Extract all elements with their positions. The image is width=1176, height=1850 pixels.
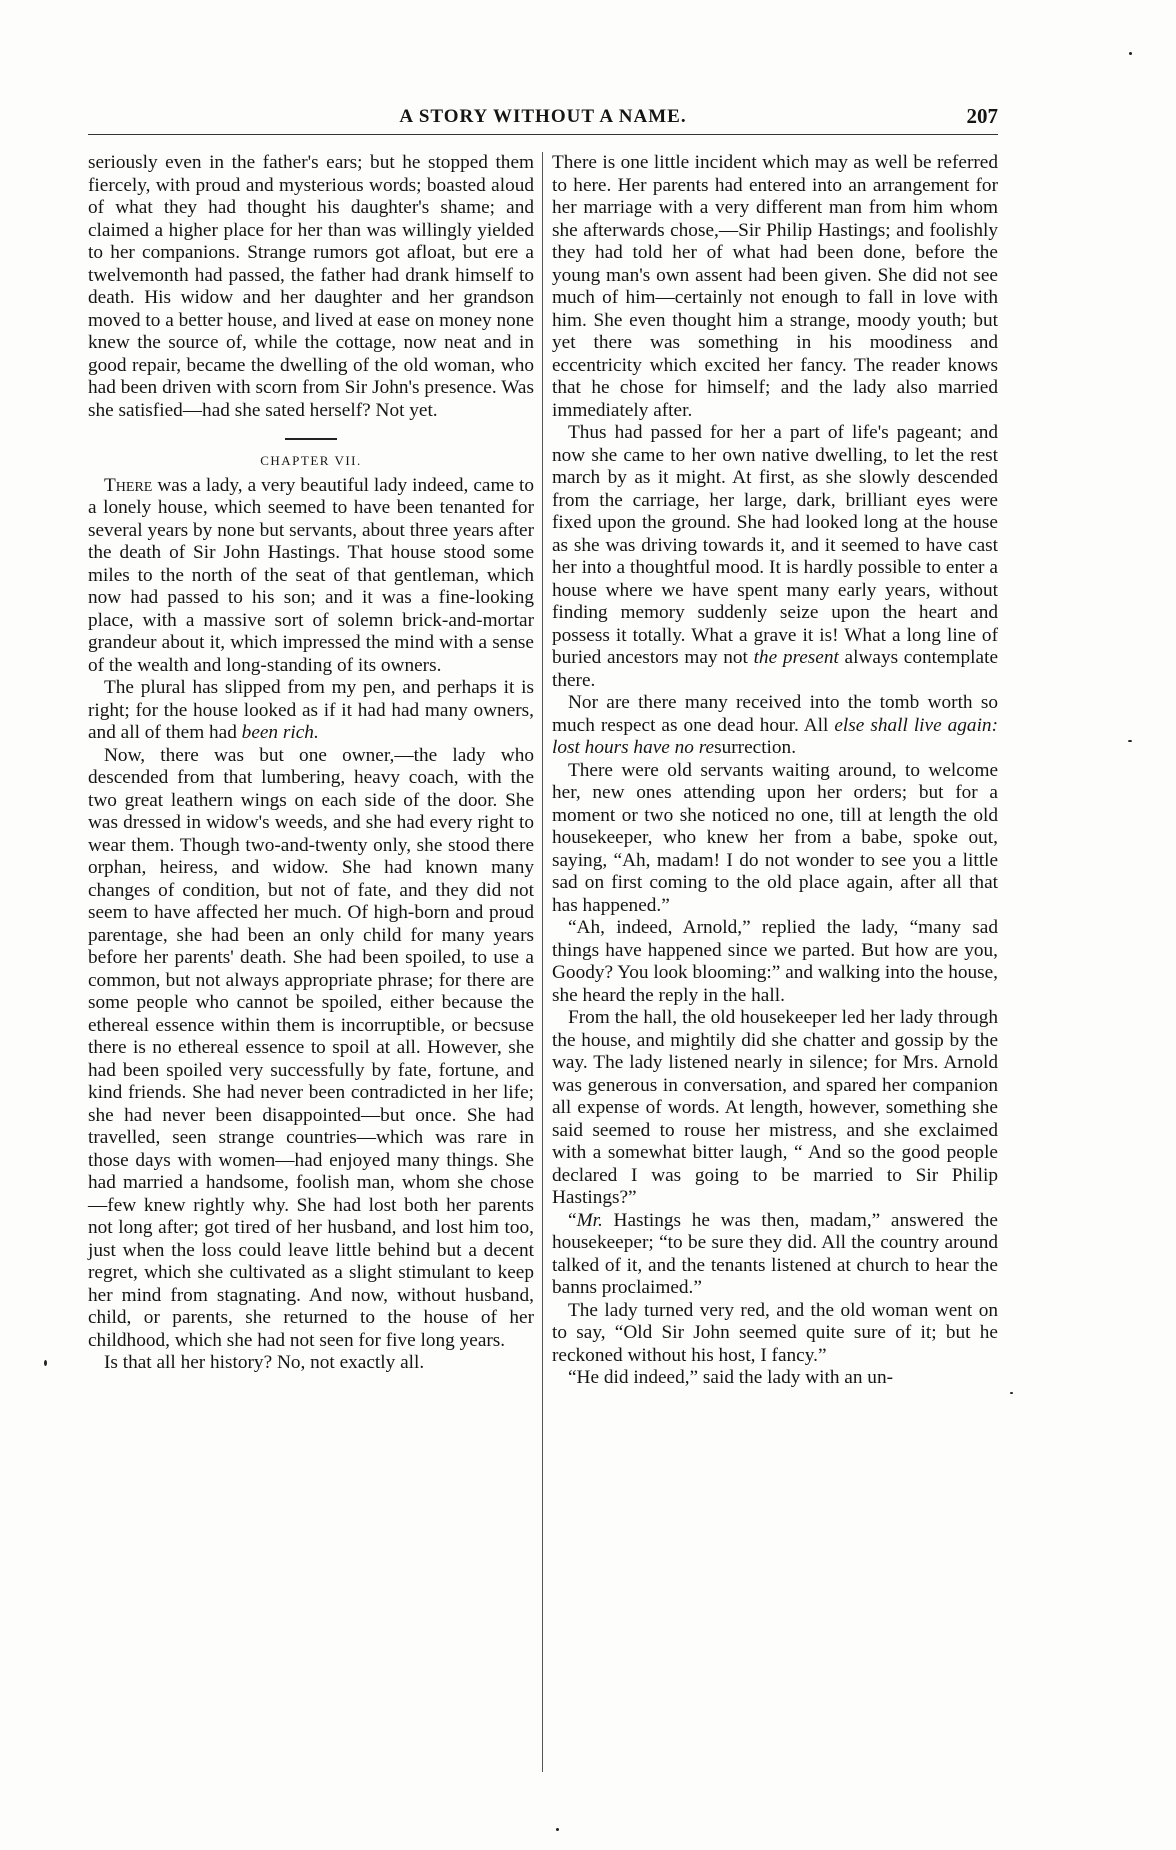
paragraph-text: surrection. [714, 737, 797, 758]
left-column [88, 152, 534, 1375]
paragraph [552, 1210, 998, 1300]
paragraph-text: “ [568, 1209, 577, 1231]
page-number: 207 [966, 104, 998, 128]
paragraph-text: always contemplate there. [552, 647, 999, 691]
paragraph: Now, there was but one owner,—the lady who descended from that lumbering, heavy coach, with the two great leathern wings on each side of the door. She was dressed in widow's weeds, and she had every right to wear them. Though two-and-twenty only, she stood there orphan, heiress, and widow. She had known many changes of condition, but not of fate, and they did not seem to have affected her much. Of high-born and proud parentage, she had been an only child for many years before her parents' death. She had been spoiled, to use a common, but not always appropriate phrase; for there are some people who cannot be spoiled, either because the ethereal essence within them is incorruptible, or becsuse there is no ethereal essence to spoil at all. However, she had been spoiled very successfully by fate, fortune, and kind friends. She had never been contradicted in her life; she had never been disappointed—but once. She had travelled, seen strange countries—which was rare in those days with women—had enjoyed many things. She had married a handsome, foolish man, whom she chose—few knew rightly why. She had lost both her parents not long after; got tired of her husband, and lost him too, just when the loss could leave little behind but a decent regret, which she cultivated as a slight stimulant to keep her mind from stagnating. And now, without husband, child, or parents, she returned to the house of her childhood, which she had not seen for five long years. [88, 744, 534, 1351]
paragraph-text: Hastings he was then, madam,” answered the housekeeper; “to be sure they did. All the country around talked of it, and the tenants listened at church to hear the banns proclaimed.” [552, 1209, 998, 1298]
paragraph-text: The plural has slipped from my pen, and perhaps it is right; for the house looked as if it had had many owners, and all of them had [88, 677, 534, 743]
ink-speck [1010, 1392, 1013, 1394]
ink-speck [1128, 740, 1132, 742]
paragraph: The lady turned very red, and the old woman went on to say, “Old Sir John seemed quite sure of it; but he reckoned without his host, I fancy.” [552, 1299, 998, 1366]
running-head [88, 104, 998, 135]
paragraph [88, 677, 534, 745]
emphasis: else shall live again: lost hours have no re [552, 714, 998, 758]
paragraph: There is one little incident which may as well be referred to here. Her parents had entered into an arrangement for her marriage with a very different man from him whom she afterwards chose,—Sir Philip Hastings; and foolishly they had told her of what had been done, before the young man's own assent had been given. She did not see much of him—certainly not enough to fall in love with him. She even thought him a strange, moody youth; but yet there was something in his moodiness and eccentricity which excited her fancy. The reader knows that he chose for himself; and the lady also married immediately after. [552, 152, 998, 421]
chapter-rule [285, 438, 337, 440]
ink-speck [556, 1828, 559, 1831]
paragraph: seriously even in the father's ears; but he stopped them fiercely, with proud and mysterious words; boasted aloud of what they had thought his daughter's shame; and claimed a higher place for her than was willingly yielded to her companions. Strange rumors got afloat, but ere a twelvemonth had passed, the father had drank himself to death. His widow and her daughter and her grandson moved to a better house, and lived at ease on money none knew the source of, while the cottage, now neat and in good repair, became the dwelling of the old woman, who had been driven with scorn from Sir John's presence. Was she satisfied—had she sated herself? Not yet. [88, 152, 534, 421]
ink-speck [1129, 52, 1132, 55]
paragraph: “Ah, indeed, Arnold,” replied the lady, “many sad things have happened since we parted. But how are you, Goody? You look blooming:” and walking into the house, she heard the reply in the hall. [552, 917, 998, 1006]
paragraph: “He did indeed,” said the lady with an un- [568, 1367, 894, 1388]
paragraph: From the hall, the old housekeeper led her lady through the house, and mightily did she chatter and gossip by the way. The lady listened nearly in silence; for Mrs. Arnold was generous in conversation, and spared her companion all expense of words. At length, however, something she said seemed to rouse her mistress, and she exclaimed with a somewhat bitter laugh, “ And so the good people declared I was going to be married to Sir Philip Hastings?” [552, 1007, 998, 1208]
right-column [552, 152, 998, 1390]
paragraph-text: Nor are there many received into the tomb worth so much respect as one dead hour. All [552, 692, 998, 736]
column-divider [542, 152, 543, 1772]
emphasis: Mr. [576, 1209, 603, 1231]
ink-speck [44, 1360, 47, 1366]
paragraph-text: was a lady, a very beautiful lady indeed, came to a lonely house, which seemed to have been tenanted for several years by none but servants, about three years after the death of Sir John Hastings. That house stood some miles to the north of the seat of that gentleman, which now had passed to his son; and it was a fine-looking place, with a massive sort of solemn brick-and-mortar grandeur about it, which impressed the mind with a sense of the wealth and long-standing of its owners. [88, 474, 534, 676]
emphasis: been rich. [241, 722, 319, 743]
emphasis: the present [753, 647, 839, 668]
paragraph [552, 692, 998, 760]
paragraph: There were old servants waiting around, to welcome her, new ones attending upon her orders; but for a moment or two she noticed no one, till at length the old housekeeper, who knew her from a babe, spoke out, saying, “Ah, madam! I do not wonder to see you a little sad on first coming to the old place again, after all that has happened.” [552, 759, 998, 916]
paragraph: Is that all her history? No, not exactly all. [104, 1352, 425, 1373]
paragraph-text: Thus had passed for her a part of life's pageant; and now she came to her own native dwelling, to let the rest march by as it might. At first, as she slowly descended from the carriage, her large, dark, brilliant eyes were fixed upon the ground. She had looked long at the house as she was driving towards it, and it seemed to have cast her into a thoughtful mood. It is hardly possible to enter a house where we have spent many early years, without finding memory suddenly seize upon the heart and possess it totally. What a grave it is! What a long line of buried ancestors may not [552, 422, 998, 668]
paragraph [552, 422, 998, 692]
running-title: A STORY WITHOUT A NAME. [399, 106, 687, 127]
chapter-heading: CHAPTER VII. [260, 453, 362, 468]
chapter-opening-word: There [104, 474, 153, 496]
paragraph [88, 475, 534, 678]
